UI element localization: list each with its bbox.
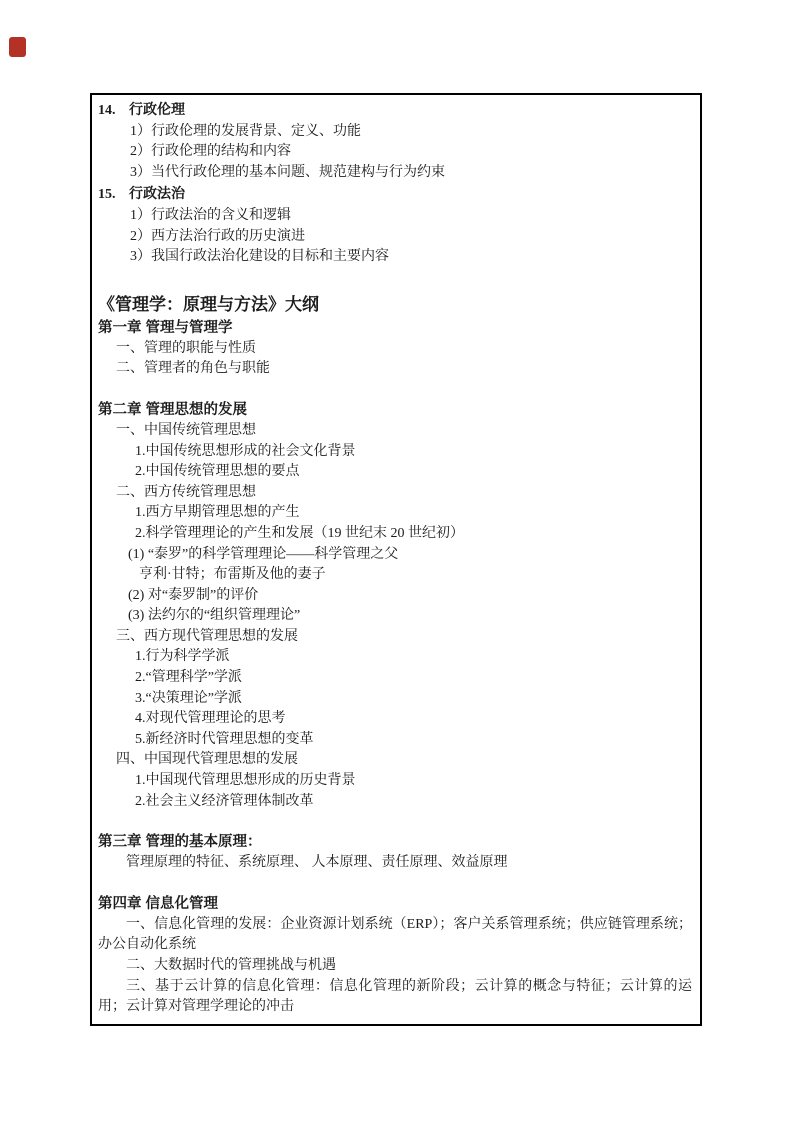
chapter-line: 2.社会主义经济管理体制改革 — [135, 793, 314, 809]
chapter-line: 1.中国现代管理思想形成的历史背景 — [135, 773, 356, 789]
chapter-3 — [98, 832, 692, 874]
outline-item: 2）行政伦理的结构和内容 — [130, 144, 291, 160]
section-title: 行政伦理 — [129, 101, 185, 117]
chapter-heading: 第二章 管理思想的发展 — [98, 401, 248, 418]
chapter-line: 一、中国传统管理思想 — [116, 422, 256, 438]
section-heading — [98, 99, 692, 122]
chapter-line: 1.中国传统思想形成的社会文化背景 — [135, 443, 356, 459]
chapter-line: 二、西方传统管理思想 — [116, 484, 256, 500]
red-marker-icon — [9, 37, 26, 57]
chapter-1 — [98, 318, 692, 380]
syllabus-title: 《管理学：原理与方法》大纲 — [98, 294, 319, 314]
section-heading — [98, 183, 692, 206]
chapter-line: (2) 对“泰罗制”的评价 — [128, 587, 259, 603]
section-title: 行政法治 — [129, 185, 185, 202]
chapter-2 — [98, 400, 692, 812]
outline-item: 2）西方法治行政的历史演进 — [130, 228, 305, 244]
chapter-line: 1.行为科学学派 — [135, 649, 230, 665]
chapter-line: 二、管理者的角色与职能 — [116, 361, 270, 377]
chapter-line: 1.西方早期管理思想的产生 — [135, 505, 300, 521]
chapter-4 — [98, 894, 692, 1018]
chapter-paragraph: 一、信息化管理的发展：企业资源计划系统（ERP）；客户关系管理系统；供应链管理系统；办公自动化系统 — [98, 916, 692, 953]
outline-item: 1）行政伦理的发展背景、定义、功能 — [130, 123, 361, 139]
chapter-line: (3) 法约尔的“组织管理理论” — [128, 608, 301, 624]
section-number: 14. — [98, 103, 116, 118]
chapter-line: (1) “泰罗”的科学管理理论——科学管理之父 — [128, 546, 399, 562]
chapter-line: 亨利·甘特；布雷斯及他的妻子 — [139, 567, 326, 583]
chapter-line: 一、管理的职能与性质 — [116, 340, 256, 356]
chapter-heading: 第四章 信息化管理 — [98, 895, 219, 912]
outline-section-14 — [98, 99, 692, 183]
chapter-line: 5.新经济时代管理思想的变革 — [135, 731, 314, 747]
outline-section-15 — [98, 183, 692, 267]
chapter-line: 3.“决策理论”学派 — [135, 690, 242, 706]
chapter-line: 三、西方现代管理思想的发展 — [116, 628, 298, 644]
outline-item: 3）我国行政法治化建设的目标和主要内容 — [130, 249, 389, 265]
chapter-paragraph: 三、基于云计算的信息化管理：信息化管理的新阶段；云计算的概念与特征；云计算的运用；云计算对管理学理论的冲击 — [98, 978, 692, 1015]
outline-item: 1）行政法治的含义和逻辑 — [130, 207, 291, 223]
content-table — [90, 93, 702, 1026]
outline-item: 3）当代行政伦理的基本问题、规范建构与行为约束 — [130, 164, 445, 180]
chapter-line: 2.“管理科学”学派 — [135, 670, 242, 686]
chapter-paragraph: 二、大数据时代的管理挑战与机遇 — [126, 958, 336, 973]
section-number: 15. — [98, 187, 116, 203]
chapter-line: 管理原理的特征、系统原理、 人本原理、责任原理、效益原理 — [126, 855, 508, 871]
chapter-line: 4.对现代管理理论的思考 — [135, 711, 286, 727]
chapter-line: 四、中国现代管理思想的发展 — [116, 752, 298, 768]
chapter-heading: 第三章 管理的基本原理： — [98, 834, 262, 851]
chapter-line: 2.中国传统管理思想的要点 — [135, 464, 300, 480]
chapter-heading: 第一章 管理与管理学 — [98, 319, 233, 336]
chapter-line: 2.科学管理理论的产生和发展（19 世纪末 20 世纪初） — [135, 525, 464, 541]
